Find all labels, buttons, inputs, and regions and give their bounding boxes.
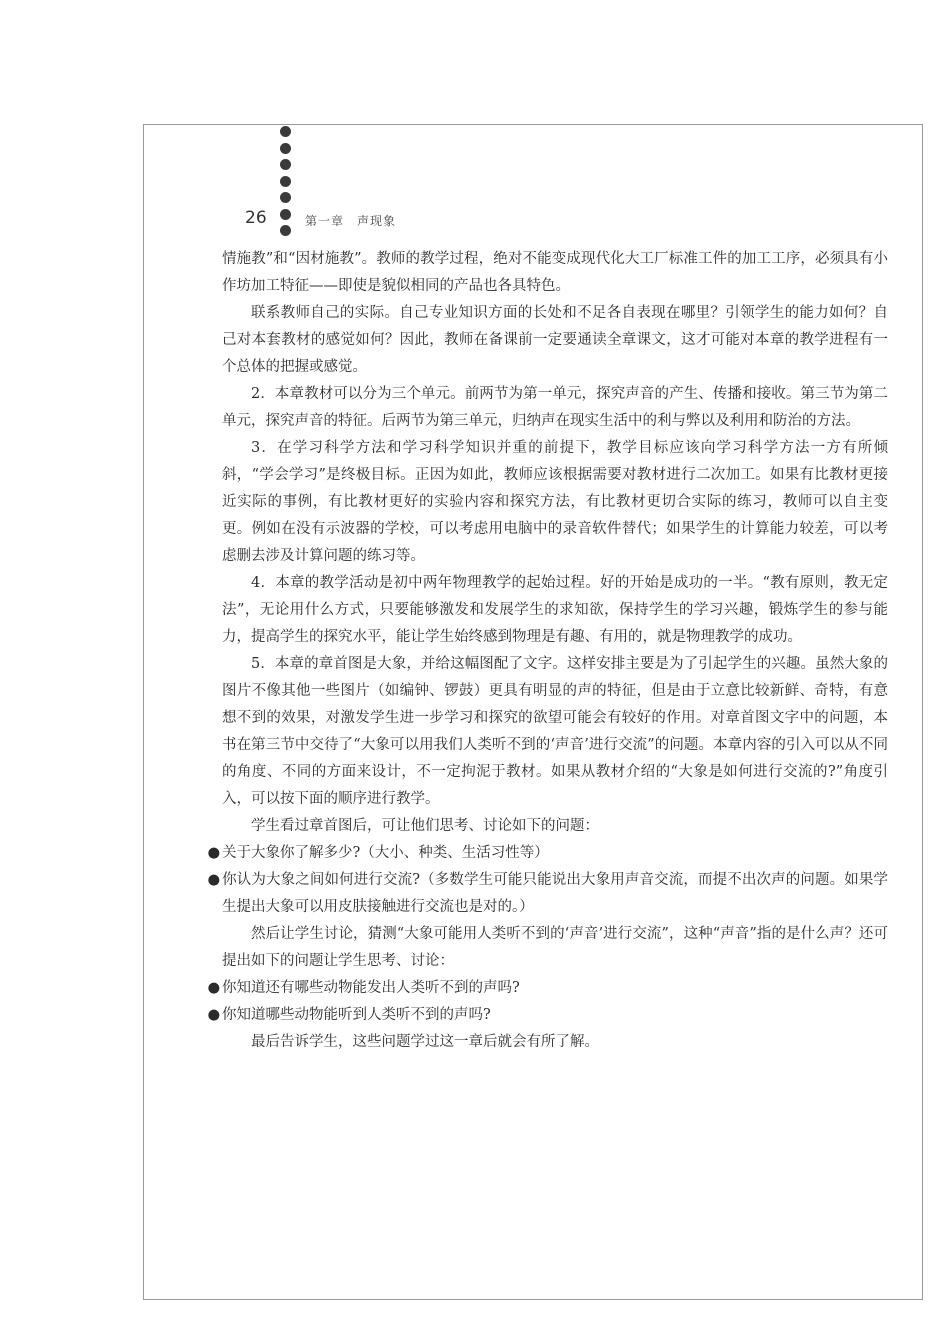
dot-icon [280, 225, 291, 236]
dot-icon [280, 126, 291, 137]
paragraph: 然后让学生讨论，猜测“大象可能用人类听不到的‘声音’进行交流”，这种“声音”指的是什么声？还可提出如下的问题让学生思考、讨论： [222, 926, 888, 969]
chapter-title: 第一章 声现象 [305, 214, 397, 228]
paragraph: 学生看过章首图后，可让他们思考、讨论如下的问题： [251, 818, 599, 834]
paragraph: 联系教师自己的实际。自己专业知识方面的长处和不足各自表现在哪里？引领学生的能力如何？自己对本套教材的感觉如何？因此，教师在备课前一定要通读全章课文，这才可能对本章的教学进程有一个总体的把握或感觉。 [222, 305, 888, 375]
paragraph: 情施教”和“因材施教”。教师的教学过程，绝对不能变成现代化大工厂标准工件的加工工序，必须具有小作坊加工特征——即使是貌似相同的产品也各具特色。 [222, 251, 888, 294]
margin-dots-decoration [280, 126, 292, 242]
bullet-text: 关于大象你了解多少?（大小、种类、生活习性等） [222, 845, 549, 861]
bullet-icon: ● [207, 845, 221, 861]
bullet-text: 你知道哪些动物能听到人类听不到的声吗? [222, 1007, 491, 1023]
bullet-item [207, 840, 888, 867]
paragraph: 3．在学习科学方法和学习科学知识并重的前提下，教学目标应该向学习科学方法一方有所倾斜，“学会学习”是终极目标。正因为如此，教师应该根据需要对教材进行二次加工。如果有比教材更接近实际的事例，有比教材更好的实验内容和探究方法，有比教材更切合实际的练习，教师可以自主变更。例如在没有示波器的学校，可以考虑用电脑中的录音软件替代；如果学生的计算能力较差，可以考虑删去涉及计算问题的练习等。 [222, 440, 888, 564]
dot-icon [280, 159, 291, 170]
paragraph: 最后告诉学生，这些问题学过这一章后就会有所了解。 [251, 1034, 599, 1050]
bullet-item [207, 1002, 888, 1029]
paragraph: 5．本章的章首图是大象，并给这幅图配了文字。这样安排主要是为了引起学生的兴趣。虽然大象的图片不像其他一些图片（如编钟、锣鼓）更具有明显的声的特征，但是由于立意比较新鲜、奇特，有意想不到的效果，对激发学生进一步学习和探究的欲望可能会有较好的作用。对章首图文字中的问题，本书在第三节中交待了“大象可以用我们人类听不到的‘声音’进行交流”的问题。本章内容的引入可以从不同的角度、不同的方面来设计，不一定拘泥于教材。如果从教材介绍的“大象是如何进行交流的?”角度引入，可以按下面的顺序进行教学。 [222, 656, 888, 807]
dot-icon [280, 192, 291, 203]
bullet-item [207, 867, 888, 921]
bullet-icon: ● [207, 980, 221, 996]
bullet-text: 你知道还有哪些动物能发出人类听不到的声吗? [222, 980, 520, 996]
paragraph: 2．本章教材可以分为三个单元。前两节为第一单元，探究声音的产生、传播和接收。第三节为第二单元，探究声音的特征。后两节为第三单元，归纳声在现实生活中的利与弊以及利用和防治的方法。 [222, 386, 888, 429]
bullet-icon: ● [207, 872, 221, 888]
paragraph: 4．本章的教学活动是初中两年物理教学的起始过程。好的开始是成功的一半。“教有原则，教无定法”，无论用什么方式，只要能够激发和发展学生的求知欲，保持学生的学习兴趣，锻炼学生的参与能力，提高学生的探究水平，能让学生始终感到物理是有趣、有用的，就是物理教学的成功。 [222, 575, 888, 645]
bullet-item [207, 975, 888, 1002]
bullet-text: 你认为大象之间如何进行交流?（多数学生可能只能说出大象用声音交流，而提不出次声的问题。如果学生提出大象可以用皮肤接触进行交流也是对的。） [222, 872, 888, 915]
page-number: 26 [245, 208, 267, 228]
body-text [207, 246, 888, 1056]
dot-icon [280, 209, 291, 220]
dot-icon [280, 143, 291, 154]
dot-icon [280, 176, 291, 187]
bullet-icon: ● [207, 1007, 221, 1023]
